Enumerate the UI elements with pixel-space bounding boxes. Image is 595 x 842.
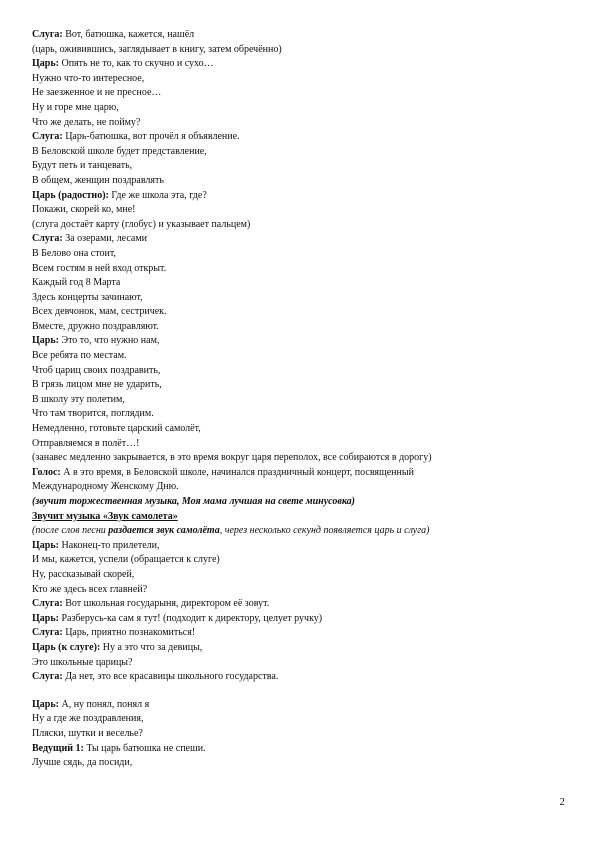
line-text: Это школьные царицы? xyxy=(32,656,133,668)
text-line xyxy=(32,57,552,72)
stage-direction: , через несколько секунд появляется царь и слуга) xyxy=(219,525,430,537)
text-line xyxy=(32,466,552,481)
line-text: Ну и горе мне царю, xyxy=(32,101,119,113)
text-line xyxy=(32,626,552,641)
line-text: Ну а это что за девицы, xyxy=(100,641,203,653)
line-text: Покажи, скорей ко, мне! xyxy=(32,204,136,216)
line-text: Ну а где же поздравления, xyxy=(32,713,144,725)
text-line xyxy=(32,116,552,131)
text-line xyxy=(32,86,552,101)
line-text: Международному Женскому Дню. xyxy=(32,481,179,493)
music-cue: Звучит музыка «Звук самолета» xyxy=(32,510,178,522)
line-text: Наконец-то прилетели, xyxy=(58,539,160,551)
text-line xyxy=(32,495,552,510)
stage-direction-emphasis: раздается звук самолёта xyxy=(108,525,220,537)
line-text: Нужно что-то интересное, xyxy=(32,72,145,84)
speaker-label: Слуга: xyxy=(32,598,63,610)
text-line xyxy=(32,641,552,656)
text-line xyxy=(32,364,552,379)
text-line xyxy=(32,305,552,320)
line-text: Царь-батюшка, вот прочёл я объявление. xyxy=(62,131,240,143)
text-line xyxy=(32,101,552,116)
line-text: Разберусь-ка сам я тут! (подходит к директору, целует ручку) xyxy=(58,612,323,624)
text-line xyxy=(32,349,552,364)
line-text: В Белово она стоит, xyxy=(32,247,116,259)
text-line xyxy=(32,670,552,685)
line-text: (слуга достаёт карту (глобус) и указывает пальцем) xyxy=(32,218,251,230)
text-line xyxy=(32,130,552,145)
speaker-label: Царь: xyxy=(32,698,59,710)
line-text: Кто же здесь всех главней? xyxy=(32,583,148,595)
speaker-label: Слуга: xyxy=(32,29,63,40)
speaker-label: Слуга: xyxy=(32,131,63,143)
text-line xyxy=(32,742,552,757)
line-text: Вот, батюшка, кажется, нашёл xyxy=(62,29,195,40)
text-line xyxy=(32,320,552,335)
text-line xyxy=(32,756,552,771)
line-text: И мы, кажется, успели (обращается к слуге) xyxy=(32,554,220,566)
speaker-label: Царь (к слуге): xyxy=(32,641,101,653)
text-line xyxy=(32,247,552,262)
line-text: Вместе, дружно поздравляют. xyxy=(32,320,159,332)
text-line xyxy=(32,378,552,393)
line-text: Пляски, шутки и веселье? xyxy=(32,727,143,739)
text-line xyxy=(32,451,552,466)
speaker-label: Слуга: xyxy=(32,233,63,245)
line-text: Каждый год 8 Марта xyxy=(32,277,121,289)
line-text: В грязь лицом мне не ударить, xyxy=(32,379,162,391)
text-line xyxy=(32,656,552,671)
text-line xyxy=(32,553,552,568)
script-text-body xyxy=(32,28,552,771)
line-text: Все ребята по местам. xyxy=(32,350,127,362)
line-text: Лучше сядь, да посиди, xyxy=(32,757,133,769)
line-text: В общем, женщин поздравлять xyxy=(32,174,164,186)
text-line xyxy=(32,145,552,160)
text-line xyxy=(32,203,552,218)
speaker-label: Царь: xyxy=(32,539,59,551)
line-text: Опять не то, как то скучно и сухо… xyxy=(58,58,214,70)
text-line xyxy=(32,583,552,598)
speaker-label: Ведущий 1: xyxy=(32,742,84,754)
text-line xyxy=(32,568,552,583)
speaker-label: Слуга: xyxy=(32,671,63,683)
text-line xyxy=(32,422,552,437)
line-text: Всех девчонок, мам, сестричек. xyxy=(32,306,167,318)
line-text: Вот школьная государыня, директором её зовут. xyxy=(62,598,270,610)
line-text: За озерами, лесами xyxy=(62,233,148,245)
speaker-label: Голос: xyxy=(32,466,61,478)
line-text: А, ну понял, понял я xyxy=(58,698,150,710)
text-line xyxy=(32,597,552,612)
line-text: Немедленно, готовьте царский самолёт, xyxy=(32,423,201,435)
line-text: А в это время, в Беловской школе, начинался праздничный концерт, посвященный xyxy=(60,466,414,478)
line-text: В Беловской школе будет представление, xyxy=(32,145,207,157)
text-line xyxy=(32,262,552,277)
speaker-label: Царь: xyxy=(32,58,59,70)
line-text: Царь, приятно познакомиться! xyxy=(62,627,196,639)
text-line xyxy=(32,276,552,291)
speaker-label: Царь (радостно): xyxy=(32,189,109,201)
stage-direction: (звучит торжественная музыка, Моя мама лучшая на свете минусовка) xyxy=(32,496,355,507)
blank-line xyxy=(32,685,552,698)
text-line xyxy=(32,218,552,233)
text-line xyxy=(32,43,552,58)
line-text: Отправляемся в полёт…! xyxy=(32,437,140,449)
line-text: Да нет, это все красавицы школьного государства. xyxy=(62,671,279,683)
text-line xyxy=(32,510,552,525)
line-text: В школу эту полетим, xyxy=(32,393,125,405)
line-text: Не заезженное и не пресное… xyxy=(32,87,162,99)
text-line xyxy=(32,539,552,554)
text-line xyxy=(32,524,552,539)
line-text: Чтоб цариц своих поздравить, xyxy=(32,364,161,376)
line-text: Где же школа эта, где? xyxy=(108,189,207,201)
line-text: (царь, оживившись, заглядывает в книгу, затем обречённо) xyxy=(32,43,282,55)
text-line xyxy=(32,159,552,174)
text-line xyxy=(32,727,552,742)
speaker-label: Слуга: xyxy=(32,627,63,639)
text-line xyxy=(32,437,552,452)
speaker-label: Царь: xyxy=(32,335,59,347)
line-text: Здесь концерты зачинают, xyxy=(32,291,143,303)
page-number: 2 xyxy=(559,796,565,808)
text-line xyxy=(32,612,552,627)
text-line xyxy=(32,334,552,349)
text-line xyxy=(32,712,552,727)
text-line xyxy=(32,174,552,189)
speaker-label: Царь: xyxy=(32,612,59,624)
text-line xyxy=(32,698,552,713)
line-text: Всем гостям в ней вход открыт. xyxy=(32,262,167,274)
text-line xyxy=(32,189,552,204)
line-text: (занавес медленно закрывается, в это время вокруг царя переполох, все собираются в дорогу) xyxy=(32,452,432,464)
text-line xyxy=(32,407,552,422)
text-line xyxy=(32,291,552,306)
text-line xyxy=(32,393,552,408)
line-text: Будут петь и танцевать, xyxy=(32,160,133,172)
text-line xyxy=(32,72,552,87)
text-line xyxy=(32,28,552,43)
text-line xyxy=(32,232,552,247)
line-text: Что же делать, не пойму? xyxy=(32,116,141,128)
text-line xyxy=(32,480,552,495)
line-text: Это то, что нужно нам, xyxy=(58,335,160,347)
line-text: Ну, рассказывай скорей, xyxy=(32,568,135,580)
stage-direction: (после слов песни xyxy=(32,525,109,537)
line-text: Что там творится, поглядим. xyxy=(32,408,154,420)
line-text: Ты царь батюшка не спеши. xyxy=(83,742,206,754)
